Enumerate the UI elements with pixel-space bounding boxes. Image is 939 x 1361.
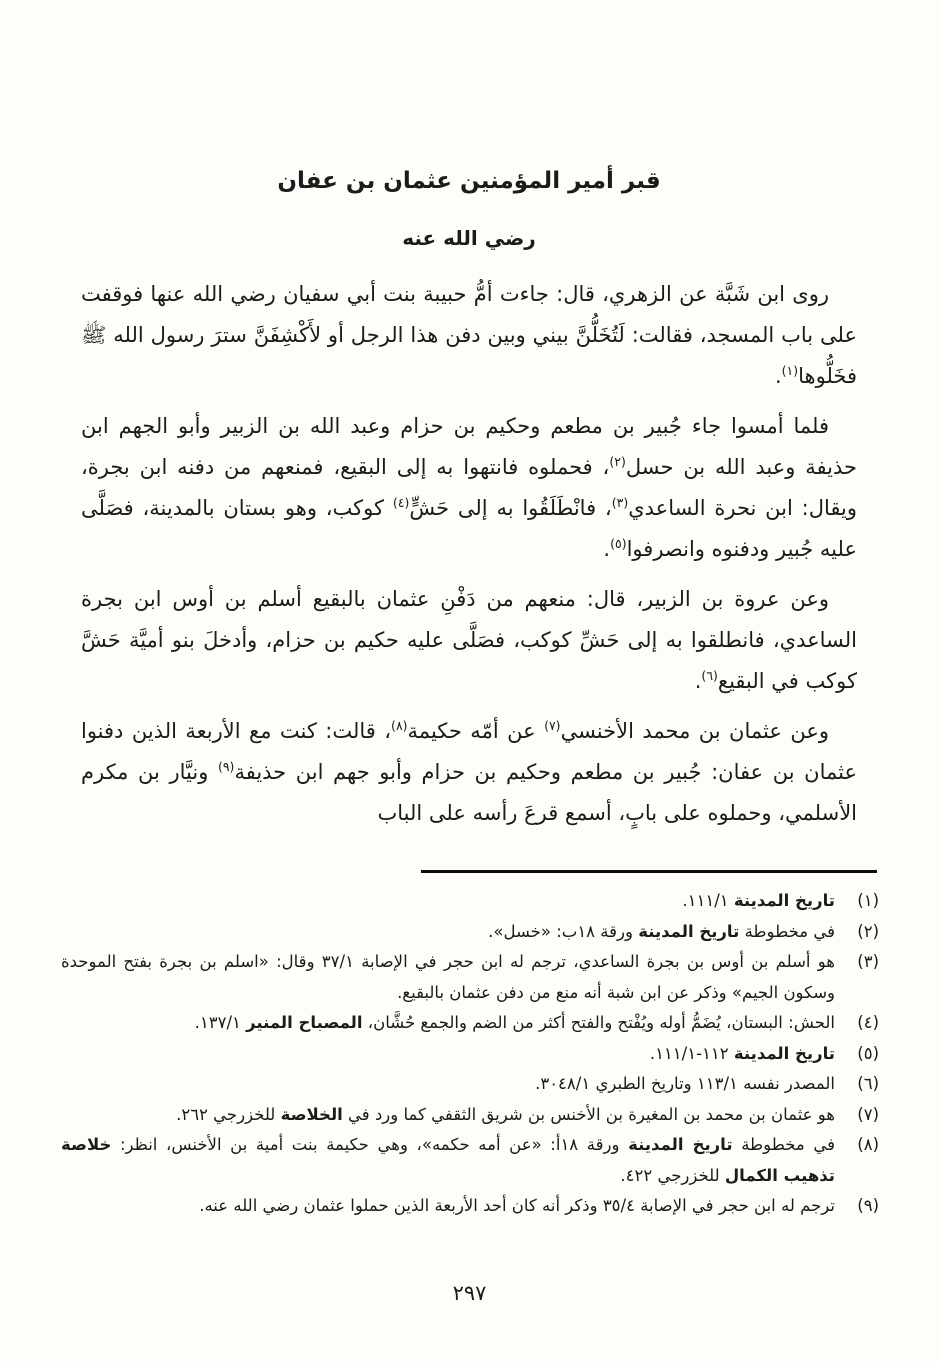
footnote-text: الحش: البستان، يُضَمُّ أوله ويُفْتح والفتح أكثر من الضم والجمع حُشَّان، المصباح المنير ١٣٧/١. (194, 1013, 835, 1032)
footnote-number: (١) (857, 891, 879, 910)
footnote-reference: (١) (781, 363, 799, 378)
footnote-reference: (٧) (544, 718, 561, 733)
footnote-text: ترجم له ابن حجر في الإصابة ٣٥/٤ وذكر أنه كان أحد الأربعة الذين حملوا عثمان رضي الله عنه. (199, 1196, 835, 1215)
footnote-text: في مخطوطة تاريخ المدينة ورقة ١٨ب: «خسل». (488, 921, 835, 941)
footnote-number: (٤) (857, 1013, 879, 1032)
honorific-subtitle: رضي الله عنه (402, 226, 536, 250)
page-number: ٢٩٧ (452, 1281, 487, 1305)
footnote-item (61, 1039, 879, 1070)
footnote-text: المصدر نفسه ١١٣/١ وتاريخ الطبري ٣٠٤٨/١. (535, 1074, 835, 1093)
paragraph: روى ابن شَبَّة عن الزهري، قال: جاءت أمُّ حبيبة بنت أبي سفيان رضي الله عنها فوقفت على باب المسجد، فقالت: لَتُخَلُّنَّ بيني وبين دفن هذا الرجل أو لأَكْشِفَنَّ سترَ رسول الله ﷺ فخَلُّوها$^{(١)}$. (81, 282, 857, 388)
footnotes-list (61, 886, 879, 1222)
footnote-item (61, 1130, 879, 1191)
footnote-number: (٧) (857, 1104, 879, 1124)
footnote-text: تاريخ المدينة ١١١/١. (682, 891, 835, 910)
footnote-reference: (٦) (701, 668, 718, 683)
footnote-item (61, 1100, 879, 1131)
footnote-number: (٥) (857, 1043, 879, 1063)
footnote-item (61, 1191, 879, 1222)
footnote-number: (٦) (857, 1074, 879, 1093)
footnote-number: (٩) (857, 1196, 879, 1215)
footnote-text: في مخطوطة تاريخ المدينة ورقة ١٨أ: «عن أمه حكمه»، وهي حكيمة بنت أمية بن الأخنس، انظر: خلاصة تذهيب الكمال للخزرجي ٤٢٢. (61, 1135, 835, 1185)
footnote-reference: (٣) (611, 495, 629, 510)
footnote-text: هو أسلم بن أوس بن بجرة الساعدي، ترجم له ابن حجر في الإصابة ٣٧/١ وقال: «اسلم بن بجرة بفتح الموحدة وسكون الجيم» وذكر عن ابن شبة أنه منع من دفن عثمان بالبقيع. (61, 952, 835, 1002)
paragraph: فلما أمسوا جاء جُبير بن مطعم وحكيم بن حزام وعبد الله بن الزبير وأبو الجهم ابن حذيفة وعبد الله بن حسل$^{(٢)}$، فحملوه فانتهوا به إلى البقيع، فمنعهم من دفنه ابن بجرة، ويقال: ابن نحرة الساعدي$^{(٣)}$، فانْطَلَقُوا به إلى حَشٍّ$^{(٤)}$ كوكب، وهو بستان بالمدينة، فصَلَّى عليه جُبير ودفنوه وانصرفوا$^{(٥)}$. (81, 414, 857, 561)
footnote-text: هو عثمان بن محمد بن المغيرة بن الأخنس بن شريق الثقفي كما ورد في الخلاصة للخزرجي ٢٦٢. (176, 1104, 835, 1124)
footnote-reference: (٢) (609, 454, 626, 469)
footnote-item (61, 947, 879, 1008)
footnote-reference: (٩) (217, 759, 235, 774)
footnote-number: (٨) (857, 1135, 879, 1154)
footnote-item (61, 886, 879, 917)
paragraph: وعن عروة بن الزبير، قال: منعهم من دَفْنِ عثمان بالبقيع أسلم بن أوس ابن بجرة الساعدي، فانطلقوا به إلى حَشِّ كوكب، فصَلَّى عليه حكيم بن حزام، وأدخلَ بنو أميَّة حَشَّ كوكب في البقيع$^{(٦)}$. (81, 587, 857, 693)
footnote-text: تاريخ المدينة ١١٢-١١١/١. (649, 1043, 835, 1063)
paragraph: وعن عثمان بن محمد الأخنسي$^{(٧)}$ عن أمّه حكيمة$^{(٨)}$، قالت: كنت مع الأربعة الذين دفنوا عثمان بن عفان: جُبير بن مطعم وحكيم بن حزام وأبو جهم ابن حذيفة$^{(٩)}$ ونيَّار بن مكرم الأسلمي، وحملوه على بابٍ، أسمع قرعَ رأسه على الباب (81, 718, 857, 825)
footnote-number: (٢) (857, 921, 879, 941)
footnote-item (61, 1069, 879, 1100)
footnote-reference: (٤) (392, 495, 410, 510)
footnote-reference: (٨) (391, 718, 408, 733)
body-text (81, 274, 857, 834)
page-content (81, 168, 857, 834)
footnote-number: (٣) (857, 952, 879, 971)
footnote-item (61, 1008, 879, 1039)
footnote-item (61, 917, 879, 948)
footnote-reference: (٥) (610, 536, 627, 551)
page-title: قبر أمير المؤمنين عثمان بن عفان (277, 168, 661, 194)
footnotes-section (61, 870, 879, 1222)
footnote-separator-rule (421, 870, 877, 873)
